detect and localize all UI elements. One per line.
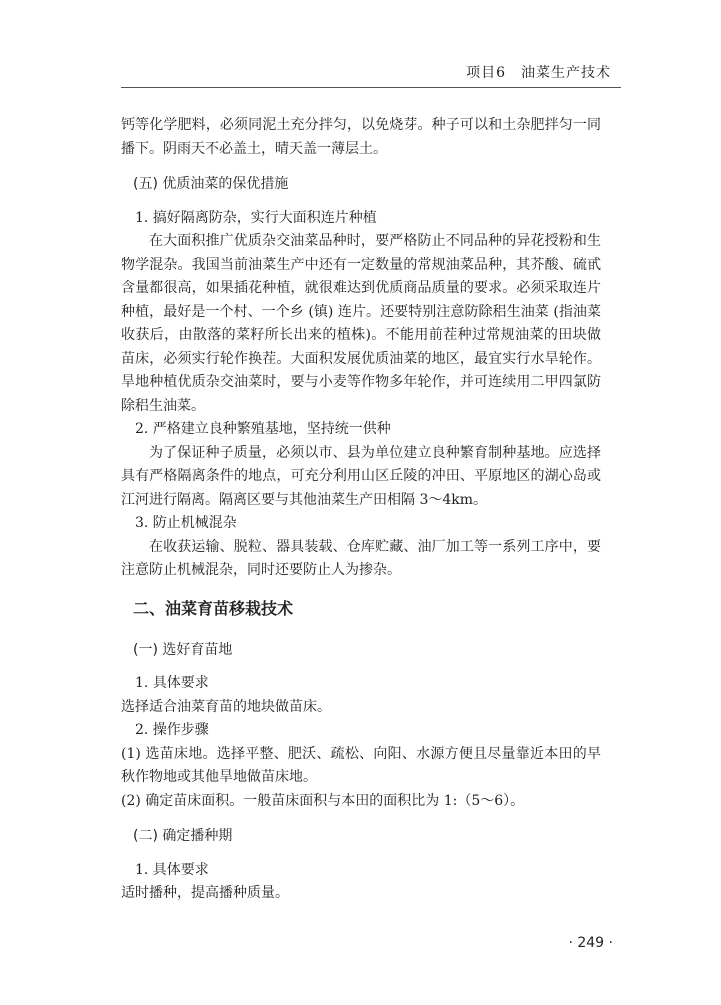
list-item: 2. 严格建立良种繁殖基地，坚持统一供种 <box>135 421 391 437</box>
paragraph: 选择适合油菜育苗的地块做苗床。 <box>121 698 331 715</box>
paragraph: 钙等化学肥料，必须同泥土充分拌匀，以免烧芽。种子可以和土杂肥拌匀一同播下。阴雨天不必盖土，晴天盖一薄层土。 <box>121 117 601 157</box>
paragraph: 在收获运输、脱粒、器具装载、仓库贮藏、油厂加工等一系列工序中，要注意防止机械混杂，同时还要防止人为掺杂。 <box>121 538 601 578</box>
subsection-heading: (五) 优质油菜的保优措施 <box>133 176 289 192</box>
section-heading: 二、油菜育苗移栽技术 <box>133 598 294 618</box>
paragraph: 为了保证种子质量，必须以市、县为单位建立良种繁育制种基地。应选择具有严格隔离条件的地点，可充分利用山区丘陵的冲田、平原地区的湖心岛或江河进行隔离。隔离区要与其他油菜生产田相隔 3～4km。 <box>121 444 601 508</box>
list-item: 2. 操作步骤 <box>135 722 209 738</box>
paragraph: 适时播种，提高播种质量。 <box>121 885 289 901</box>
header-rule <box>121 87 621 88</box>
paragraph: (2) 确定苗床面积。一般苗床面积与本田的面积比为 1:（5～6）。 <box>121 792 525 809</box>
page-number: · 249 · <box>568 935 613 951</box>
paragraph: (1) 选苗床地。选择平整、肥沃、疏松、向阳、水源方便且尽量靠近本田的早秋作物地或其他旱地做苗床地。 <box>121 745 601 785</box>
page-body <box>121 114 601 906</box>
list-item: 3. 防止机械混杂 <box>135 515 237 531</box>
running-header: 项目6 油菜生产技术 <box>466 65 611 81</box>
subsection-heading: (二) 确定播种期 <box>133 828 233 844</box>
list-item: 1. 具体要求 <box>135 675 209 691</box>
list-item: 1. 具体要求 <box>135 861 209 878</box>
paragraph: 在大面积推广优质杂交油菜品种时，要严格防止不同品种的异花授粉和生物学混杂。我国当前油菜生产中还有一定数量的常规油菜品种，其芥酸、硫甙含量都很高，如果插花种植，就很难达到优质商品质量的要求。必须采取连片种植，最好是一个村、一个乡 (镇) 连片。还要特别注意防除稆生油菜 (指油菜收获后，由散落的菜籽所长出来的植株)。不能用前茬种过常规油菜的田块做苗床，必须实行轮作换茬。大面积发展优质油菜的地区，最宜实行水旱轮作。旱地种植优质杂交油菜时，要与小麦等作物多年轮作，并可连续用二甲四氯防除稆生油菜。 <box>121 233 601 414</box>
subsection-heading: (一) 选好育苗地 <box>133 641 233 658</box>
list-item: 1. 搞好隔离防杂，实行大面积连片种植 <box>135 209 377 226</box>
